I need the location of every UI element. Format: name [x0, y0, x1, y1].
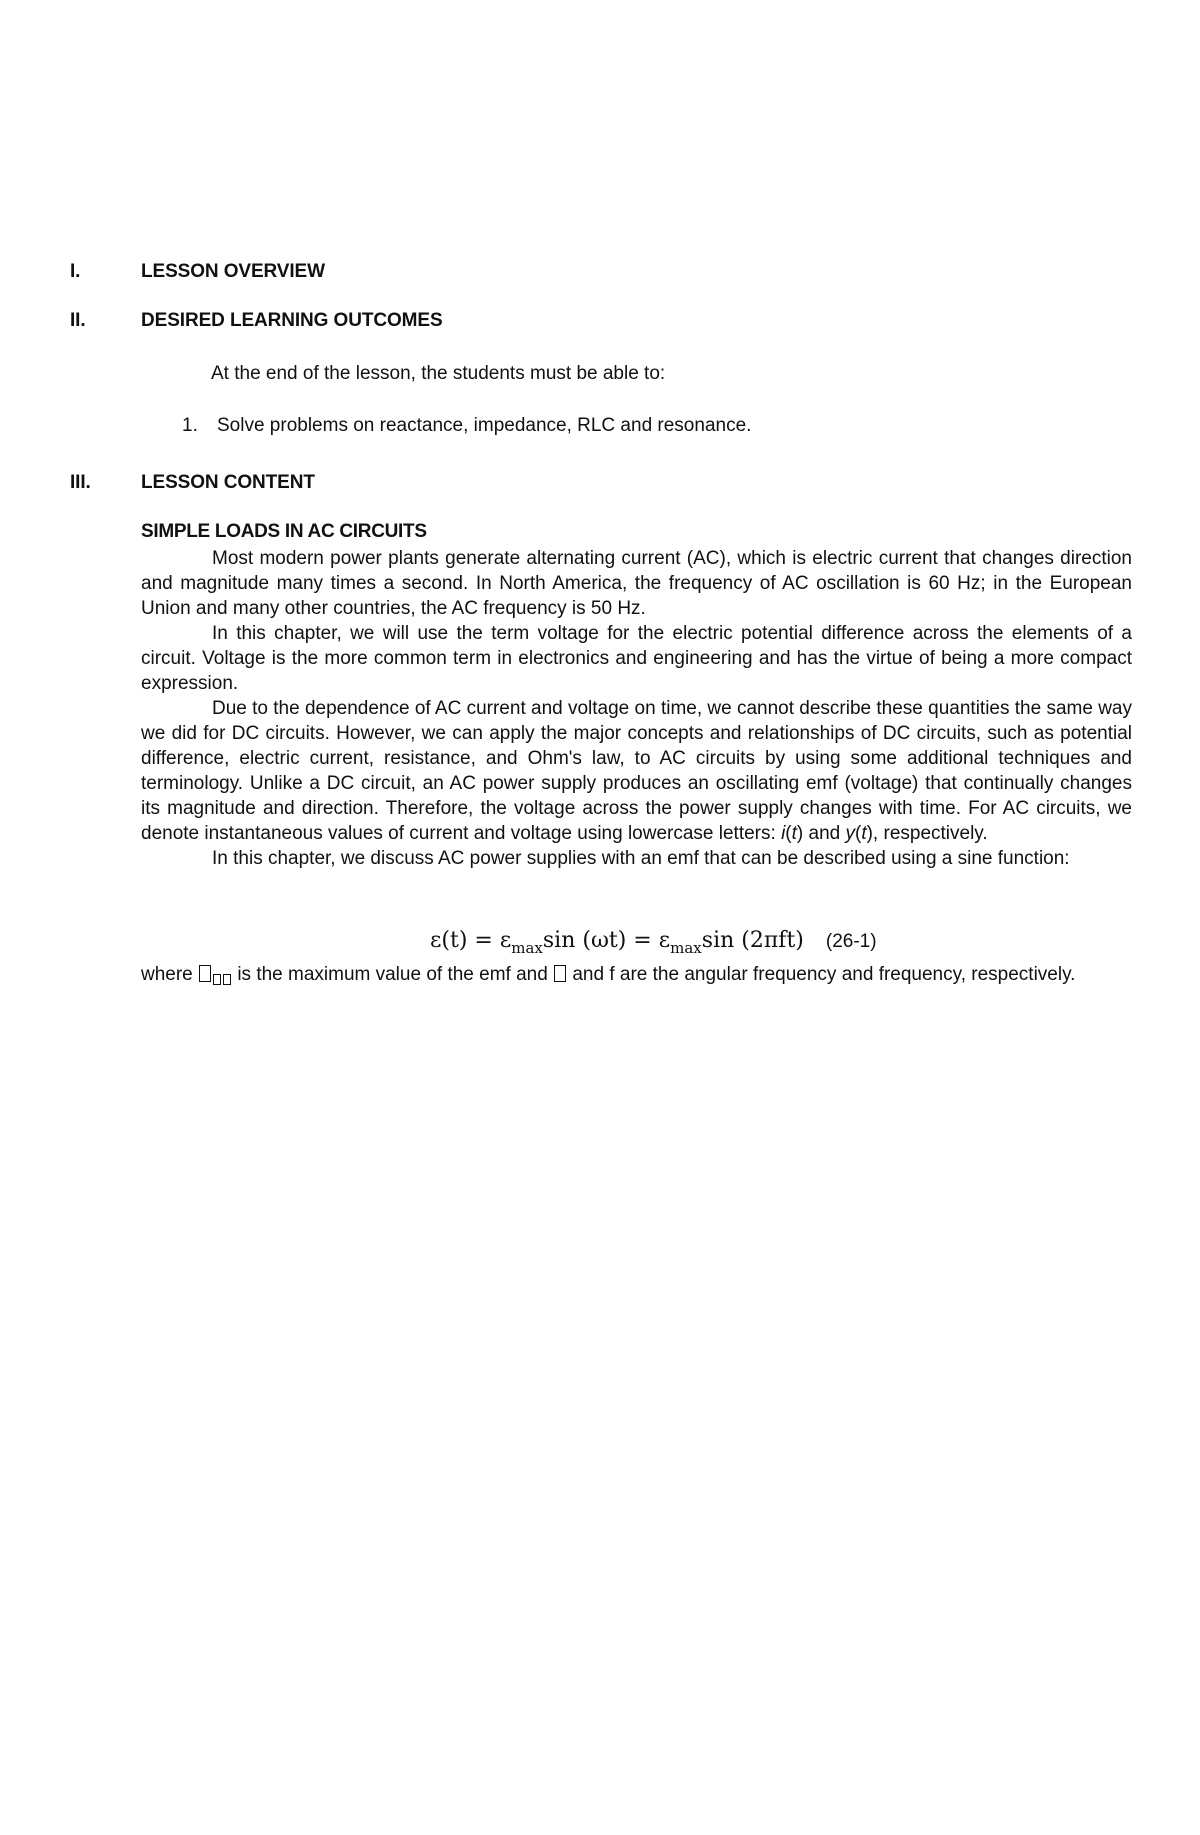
equation-subscript: max: [670, 939, 702, 957]
equation-subscript: max: [511, 939, 543, 957]
equation-term: ε(t) = ε: [430, 928, 512, 953]
section-numeral: II.: [70, 310, 86, 331]
missing-glyph-icon: [199, 965, 211, 982]
emf-equation: [430, 928, 877, 957]
italic-symbol: i: [781, 823, 786, 844]
equation-term: sin (2πft): [701, 928, 804, 953]
outcome-list-item: [182, 415, 751, 437]
outcomes-intro: At the end of the lesson, the students must be able to:: [211, 363, 666, 384]
explanation-text: is the maximum value of the emf and: [237, 964, 548, 985]
italic-symbol: y: [845, 823, 855, 844]
equation-term: sin (ωt) = ε: [542, 928, 671, 953]
paragraph: In this chapter, we will use the term voltage for the electric potential difference across the elements of a circuit. Voltage is the more common term in electronics and engineering and has the virtue of being a more compact expression.: [141, 623, 1132, 694]
explanation-text: where: [141, 964, 193, 985]
missing-glyph-icon: [213, 974, 221, 985]
paragraph: In this chapter, we discuss AC power supplies with an emf that can be described using a sine function:: [212, 848, 1070, 869]
section-title: LESSON OVERVIEW: [141, 261, 325, 282]
section-numeral: I.: [70, 261, 81, 282]
paragraph-text: ), respectively.: [866, 823, 988, 844]
missing-glyph-icon: [554, 965, 566, 982]
missing-glyph-icon: [223, 974, 231, 985]
paragraph-text: ) and: [796, 823, 846, 844]
content-subheading: SIMPLE LOADS IN AC CIRCUITS: [141, 521, 427, 542]
equation-explanation: [141, 962, 1132, 987]
paragraph: Due to the dependence of AC current and voltage on time, we cannot describe these quantities the same way we did for DC circuits. However, we can apply the major concepts and relationships of DC circuits, such as potential difference, electric current, resistance, and Ohm's law, to AC circuits by using some additional techniques and terminology. Unlike a DC circuit, an AC power supply produces an oscillating emf (voltage) that continually changes its magnitude and direction. Therefore, the voltage across the power supply changes with time. For AC circuits, we denote instantaneous values of current and voltage using lowercase letters: i(t) and y(t), respectively.: [141, 698, 1132, 844]
paragraph-text: Due to the dependence of AC current and voltage on time, we cannot describe these quantities the same way we did for DC circuits. However, we can apply the major concepts and relationships of DC circuits, such as potential difference, electric current, resistance, and Ohm's law, to AC circuits by using some additional techniques and terminology. Unlike a DC circuit, an AC power supply produces an oscillating emf (voltage) that continually changes its magnitude and direction. Therefore, the voltage across the power supply changes with time. For AC circuits, we denote instantaneous values of current and voltage using lowercase letters:: [141, 698, 1132, 844]
section-title: LESSON CONTENT: [141, 472, 315, 493]
italic-symbol: t: [861, 823, 867, 844]
section-title: DESIRED LEARNING OUTCOMES: [141, 310, 443, 331]
content-body: [141, 546, 1132, 871]
list-item-text: Solve problems on reactance, impedance, RLC and resonance.: [217, 415, 752, 436]
list-item-number: 1.: [182, 415, 198, 436]
italic-symbol: t: [791, 823, 797, 844]
equation-number: (26-1): [825, 931, 877, 952]
explanation-text: and f are the angular frequency and frequency, respectively.: [572, 964, 1076, 985]
section-numeral: III.: [70, 472, 91, 493]
paragraph: Most modern power plants generate alternating current (AC), which is electric current that changes direction and magnitude many times a second. In North America, the frequency of AC oscillation is 60 Hz; in the European Union and many other countries, the AC frequency is 50 Hz.: [141, 548, 1132, 619]
